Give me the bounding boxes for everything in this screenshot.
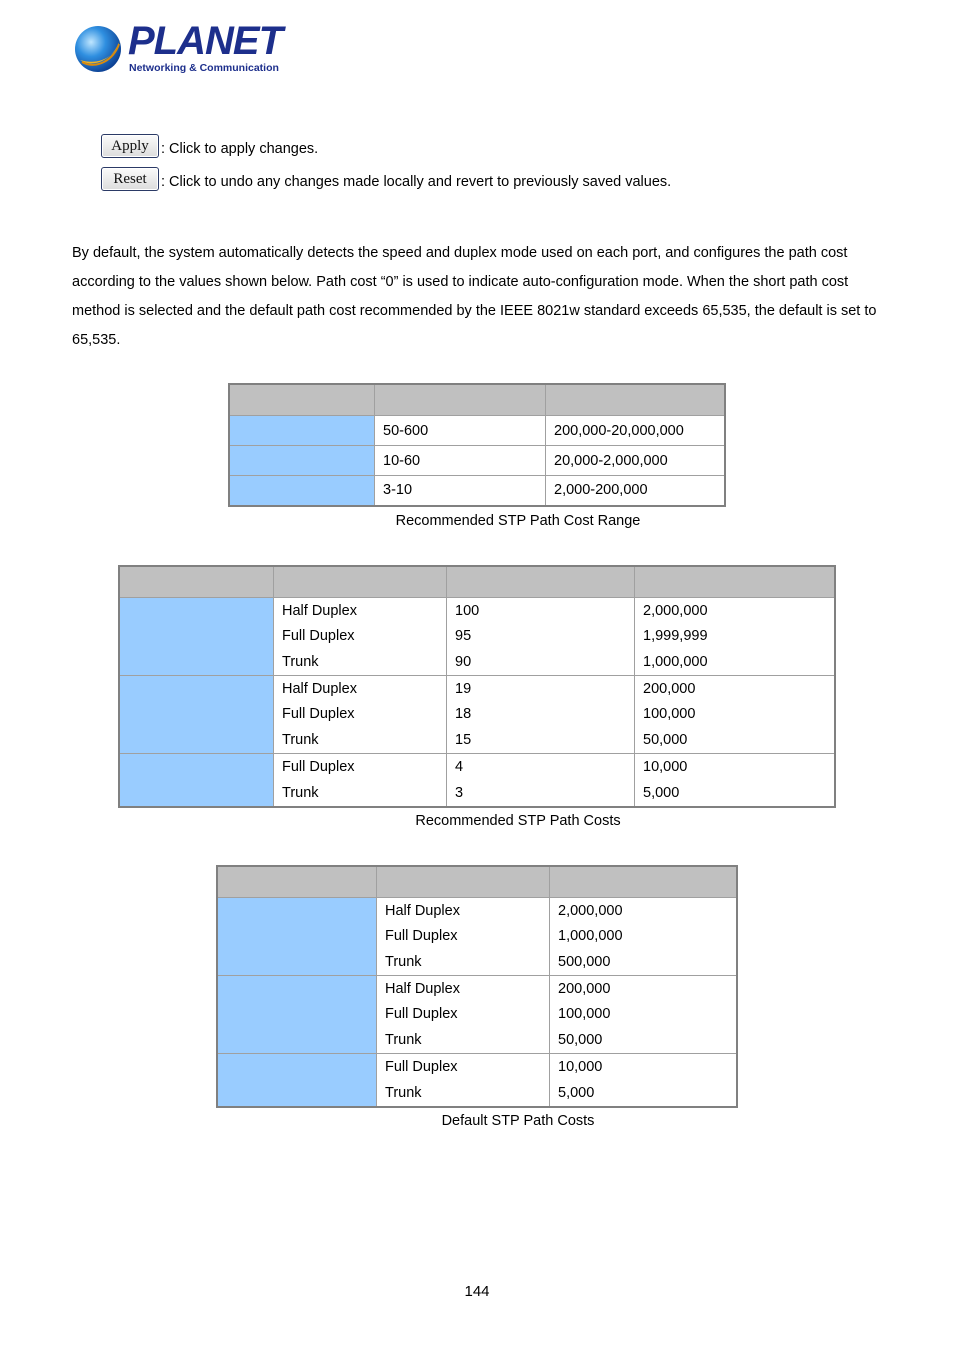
value-cell	[635, 676, 836, 754]
port-type-cell	[229, 416, 375, 446]
cost-value: 100,000	[643, 706, 696, 723]
duplex-cell	[274, 676, 447, 754]
cost-value: 90	[455, 653, 472, 670]
table-header-row	[229, 384, 725, 416]
cost-value: 5,000	[558, 1085, 595, 1101]
header-cell	[635, 566, 836, 598]
duplex-cell	[377, 1054, 550, 1108]
cost-value: 2,000,000	[643, 603, 708, 620]
duplex-value: Half Duplex	[282, 681, 357, 698]
cost-value: 3	[455, 785, 464, 801]
cost-value: 100	[455, 603, 480, 620]
value-cell	[635, 754, 836, 808]
table-row	[229, 446, 725, 476]
header-cell	[274, 566, 447, 598]
duplex-value: Half Duplex	[282, 603, 357, 620]
cost-value: 95	[455, 628, 472, 645]
duplex-value: Full Duplex	[385, 928, 458, 945]
range-cell: 3-10	[375, 476, 546, 506]
duplex-cell	[377, 976, 550, 1054]
apply-row	[101, 133, 318, 159]
range-cell: 20,000-2,000,000	[546, 446, 726, 476]
table2-caption: Recommended STP Path Costs	[415, 813, 621, 829]
duplex-value: Full Duplex	[385, 1059, 458, 1075]
cost-value: 15	[455, 731, 472, 748]
duplex-value: Full Duplex	[282, 628, 355, 645]
port-type-cell	[229, 476, 375, 506]
cost-value: 2,000,000	[558, 903, 623, 920]
table-row	[229, 416, 725, 446]
port-type-cell	[119, 598, 274, 676]
header-cell	[375, 384, 546, 416]
reset-description: : Click to undo any changes made locally and revert to previously saved values.	[161, 174, 672, 190]
header-cell	[546, 384, 726, 416]
value-cell	[447, 754, 635, 808]
logo-tagline: Networking & Communication	[129, 62, 279, 74]
duplex-value: Full Duplex	[282, 759, 355, 775]
cost-value: 10,000	[643, 759, 688, 775]
duplex-value: Trunk	[385, 1085, 422, 1101]
planet-logo	[72, 19, 282, 78]
cost-value: 1,999,999	[643, 628, 708, 645]
duplex-cell	[274, 754, 447, 808]
reset-button[interactable]: Reset	[101, 167, 159, 191]
cost-value: 1,000,000	[558, 928, 623, 945]
range-cell: 10-60	[375, 446, 546, 476]
cost-value: 1,000,000	[643, 653, 708, 670]
apply-description: : Click to apply changes.	[161, 141, 319, 157]
apply-button[interactable]: Apply	[101, 134, 159, 158]
value-cell	[550, 976, 738, 1054]
port-type-cell	[119, 754, 274, 808]
table-row	[217, 898, 737, 976]
duplex-value: Full Duplex	[282, 706, 355, 723]
range-cell: 2,000-200,000	[546, 476, 726, 506]
duplex-cell	[274, 598, 447, 676]
page-number: 144	[464, 1283, 490, 1300]
port-type-cell	[229, 446, 375, 476]
header-cell	[550, 866, 738, 898]
duplex-cell	[377, 898, 550, 976]
cost-value: 4	[455, 759, 464, 775]
duplex-value: Trunk	[282, 785, 319, 801]
duplex-value: Trunk	[385, 1031, 422, 1048]
table-row	[229, 476, 725, 506]
cost-value: 19	[455, 681, 472, 698]
duplex-value: Trunk	[282, 731, 319, 748]
cost-value: 50,000	[643, 731, 688, 748]
stp-path-costs-table	[118, 565, 836, 808]
header-cell	[229, 384, 375, 416]
table-header-row	[119, 566, 835, 598]
duplex-value: Half Duplex	[385, 981, 460, 998]
port-type-cell	[217, 1054, 377, 1108]
port-type-cell	[119, 676, 274, 754]
path-cost-paragraph: By default, the system automatically detects the speed and duplex mode used on each port, and configures the path cost according to the values shown below. Path cost “0” is used to indicate auto-configuration mode. When the short path cost method is selected and the default path cost recommended by the IEEE 8021w standard exceeds 65,535, the default is set to 65,535.	[72, 245, 877, 348]
value-cell	[550, 1054, 738, 1108]
cost-value: 100,000	[558, 1006, 611, 1023]
port-type-cell	[217, 898, 377, 976]
duplex-value: Half Duplex	[385, 903, 460, 920]
duplex-value: Trunk	[282, 653, 319, 670]
duplex-value: Full Duplex	[385, 1006, 458, 1023]
value-cell	[550, 898, 738, 976]
value-cell	[447, 676, 635, 754]
logo-wordmark: PLANET	[128, 19, 282, 63]
reset-row	[101, 166, 671, 192]
cost-value: 18	[455, 706, 472, 723]
value-cell	[447, 598, 635, 676]
table-row	[119, 598, 835, 676]
header-cell	[447, 566, 635, 598]
range-cell: 200,000-20,000,000	[546, 416, 726, 446]
header-cell	[377, 866, 550, 898]
table-header-row	[217, 866, 737, 898]
table-row	[217, 976, 737, 1054]
range-cell: 50-600	[375, 416, 546, 446]
value-cell	[635, 598, 836, 676]
stp-path-cost-range-table	[228, 383, 726, 507]
cost-value: 10,000	[558, 1059, 603, 1075]
globe-logo-icon	[72, 22, 124, 74]
cost-value: 200,000	[643, 681, 696, 698]
table-row	[119, 754, 835, 808]
cost-value: 500,000	[558, 953, 611, 970]
table-row	[217, 1054, 737, 1108]
table3-caption: Default STP Path Costs	[441, 1113, 595, 1129]
header-cell	[119, 566, 274, 598]
header-cell	[217, 866, 377, 898]
cost-value: 200,000	[558, 981, 611, 998]
cost-value: 5,000	[643, 785, 680, 801]
duplex-value: Trunk	[385, 953, 422, 970]
default-stp-path-costs-table	[216, 865, 738, 1108]
table1-caption: Recommended STP Path Cost Range	[395, 513, 641, 529]
table-row	[119, 676, 835, 754]
cost-value: 50,000	[558, 1031, 603, 1048]
port-type-cell	[217, 976, 377, 1054]
